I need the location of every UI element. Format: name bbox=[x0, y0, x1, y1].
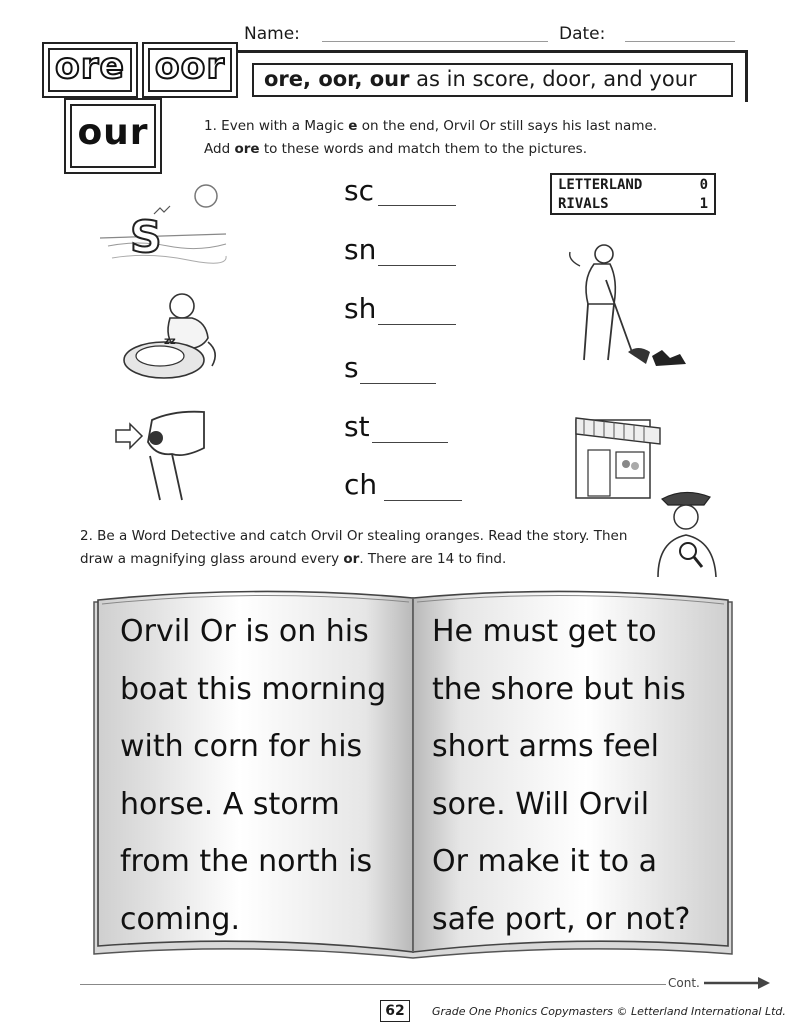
story-line: He must get to bbox=[432, 614, 657, 649]
ore-tile bbox=[42, 42, 138, 98]
story-line: with corn for his bbox=[120, 729, 363, 765]
word-stem-ch: ch bbox=[344, 468, 378, 501]
blank-ch[interactable] bbox=[384, 499, 462, 501]
word-stem-sc: sc bbox=[344, 174, 374, 207]
svg-text:zz: zz bbox=[164, 336, 176, 347]
story-left-page bbox=[120, 603, 410, 949]
word-stem-s: s bbox=[344, 351, 359, 384]
name-label: Name: bbox=[244, 24, 300, 44]
title-bold: ore, oor, our bbox=[264, 67, 410, 91]
frame-top-line bbox=[236, 50, 748, 53]
our-tile bbox=[64, 98, 162, 174]
scoreboard: LETTERLAND 0 RIVALS 1 bbox=[550, 173, 716, 215]
sore-knee-picture bbox=[112, 404, 212, 504]
blank-st[interactable] bbox=[372, 441, 448, 443]
word-stem-st: st bbox=[344, 410, 370, 443]
word-stem-sh: sh bbox=[344, 292, 377, 325]
footer-rule bbox=[80, 984, 666, 985]
story-line: horse. A storm bbox=[120, 786, 340, 822]
story-line: sore. Will Orvil bbox=[432, 786, 650, 822]
story-line: short arms feel bbox=[432, 729, 660, 765]
title-rest: as in score, door, and your bbox=[409, 67, 697, 91]
oor-tile-label: oor bbox=[154, 46, 226, 87]
page-title bbox=[252, 63, 733, 97]
story-line: safe port, or not? bbox=[432, 901, 691, 937]
story-line: from the north is bbox=[120, 844, 373, 880]
word-stem-sn: sn bbox=[344, 233, 377, 266]
blank-s[interactable] bbox=[360, 382, 436, 384]
story-line: Orvil Or is on his bbox=[120, 614, 369, 649]
svg-text:S: S bbox=[130, 212, 162, 263]
sweeping-man-picture bbox=[568, 240, 692, 380]
footer-credit: Grade One Phonics Copymasters © Letterland International Ltd. bbox=[432, 1005, 786, 1018]
story-right-page bbox=[432, 603, 722, 949]
store-front-picture bbox=[570, 400, 666, 500]
story-line: Or make it to a bbox=[432, 844, 658, 880]
our-tile-label: our bbox=[77, 112, 149, 153]
snoring-boy-picture bbox=[116, 286, 236, 386]
page-number: 62 bbox=[380, 1000, 410, 1022]
frame-right-line bbox=[745, 50, 748, 102]
blank-sh[interactable] bbox=[378, 323, 456, 325]
blank-sn[interactable] bbox=[378, 264, 456, 266]
story-line: the shore but his bbox=[432, 671, 686, 707]
task2-instructions: 2. Be a Word Detective and catch Orvil Or stealing oranges. Read the story. Then draw a magnifying glass around every or. There are 14 to find. bbox=[80, 528, 628, 567]
blank-sc[interactable] bbox=[378, 204, 456, 206]
story-line: boat this morning bbox=[120, 671, 387, 707]
name-field[interactable] bbox=[322, 40, 548, 42]
detective-picture bbox=[644, 487, 732, 577]
date-field[interactable] bbox=[625, 40, 735, 42]
continued-label: Cont. bbox=[668, 976, 700, 990]
beach-shore-picture bbox=[98, 180, 228, 270]
oor-tile bbox=[142, 42, 238, 98]
ore-tile-label: ore bbox=[55, 46, 125, 87]
date-label: Date: bbox=[559, 24, 606, 44]
continue-arrow-icon bbox=[704, 975, 772, 991]
story-line: coming. bbox=[120, 901, 240, 937]
task1-instructions: 1. Even with a Magic e on the end, Orvil Or still says his last name. Add ore to these words and match them to the pictures. bbox=[204, 118, 658, 157]
